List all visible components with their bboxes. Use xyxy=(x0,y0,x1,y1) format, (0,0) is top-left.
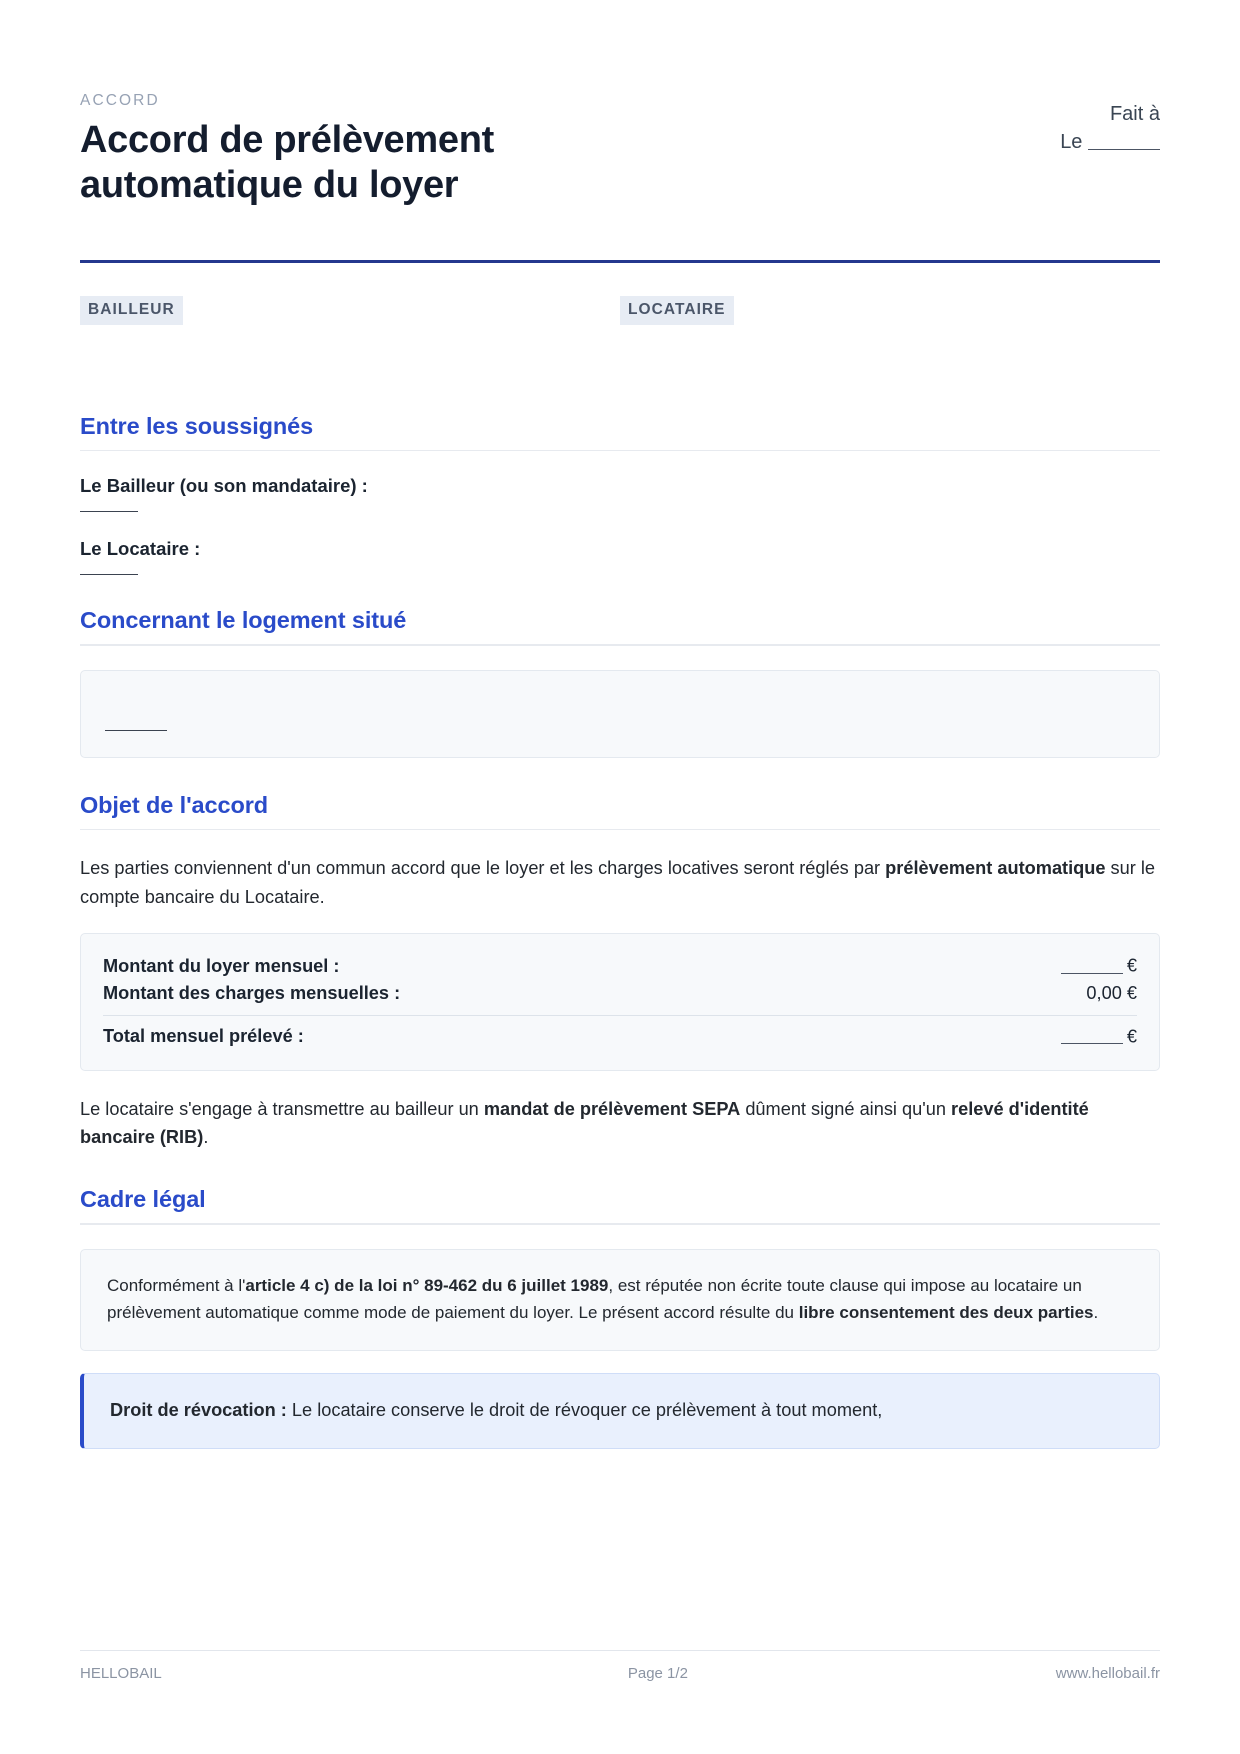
purpose-intro-part1: Les parties conviennent d'un commun accord que le loyer et les charges locatives seront réglés par xyxy=(80,858,886,879)
section-signatories xyxy=(80,413,1160,576)
fait-a-label: Fait à xyxy=(1109,103,1160,125)
header-date-block xyxy=(1060,92,1160,157)
section-rule xyxy=(80,1223,1160,1225)
field-locataire-value[interactable] xyxy=(80,574,138,575)
field-bailleur-value[interactable] xyxy=(80,511,138,512)
purpose-intro-bold: prélèvement automatique xyxy=(885,858,1106,879)
footer-website: www.hellobail.fr xyxy=(1055,1665,1160,1682)
revocation-bold-label: Droit de révocation : xyxy=(110,1399,287,1420)
purpose-commitment-paragraph xyxy=(80,1095,1160,1152)
section-title-purpose: Objet de l'accord xyxy=(80,791,269,818)
footer-brand: HELLOBAIL xyxy=(80,1665,162,1682)
amount-row-rent xyxy=(103,952,1137,979)
amounts-separator xyxy=(103,1015,1137,1016)
header-left xyxy=(80,92,700,208)
page-footer xyxy=(80,1650,1160,1683)
amounts-box xyxy=(80,933,1160,1071)
amount-blank-total[interactable] xyxy=(1061,1026,1123,1044)
locataire-column xyxy=(620,296,1160,325)
amount-blank-rent[interactable] xyxy=(1061,955,1123,973)
date-line xyxy=(1060,128,1160,156)
amount-currency-total: € xyxy=(1126,1025,1137,1046)
commitment-part2: dûment signé ainsi qu'un xyxy=(740,1098,952,1119)
section-housing xyxy=(80,607,1160,758)
amount-number-charges: 0,00 xyxy=(1086,982,1122,1003)
section-title-legal: Cadre légal xyxy=(80,1186,206,1213)
commitment-part3: . xyxy=(203,1127,209,1148)
le-label: Le xyxy=(1060,131,1083,154)
legal-notice-part3: . xyxy=(1093,1302,1099,1322)
housing-address-box[interactable] xyxy=(80,670,1160,758)
section-title-housing: Concernant le logement situé xyxy=(80,607,407,634)
page-title: Accord de prélèvement automatique du loyer xyxy=(80,119,494,206)
amount-value-rent[interactable] xyxy=(1061,955,1137,976)
revocation-paragraph xyxy=(110,1396,1133,1425)
party-badges xyxy=(80,296,1160,325)
document-header xyxy=(80,92,1160,208)
badge-bailleur: BAILLEUR xyxy=(80,296,183,325)
amount-label-total: Total mensuel prélevé : xyxy=(103,1025,304,1046)
footer-row xyxy=(80,1665,1160,1682)
amount-label-charges: Montant des charges mensuelles : xyxy=(103,982,401,1003)
revocation-text: Le locataire conserve le droit de révoquer ce prélèvement à tout moment, xyxy=(286,1399,883,1420)
legal-notice-box xyxy=(80,1249,1160,1351)
legal-notice-part2: , est réputée non écrite toute clause qui impose au locataire un prélèvement automatique comme mode de paiement du loyer. Le présent accord résulte du xyxy=(107,1275,1082,1322)
label-locataire: Le Locataire : xyxy=(80,538,201,560)
legal-notice-bold2: libre consentement des deux parties xyxy=(798,1302,1094,1322)
section-legal xyxy=(80,1186,1160,1449)
amount-row-total xyxy=(103,1023,1137,1050)
section-rule xyxy=(80,644,1160,646)
amount-label-rent: Montant du loyer mensuel : xyxy=(103,955,340,976)
legal-notice-bold1: article 4 c) de la loi n° 89-462 du 6 juillet 1989 xyxy=(245,1275,609,1295)
amount-value-total[interactable] xyxy=(1061,1026,1137,1047)
document-eyebrow: ACCORD xyxy=(80,92,160,109)
label-bailleur: Le Bailleur (ou son mandataire) : xyxy=(80,475,368,497)
purpose-intro-paragraph xyxy=(80,854,1160,911)
revocation-callout-box xyxy=(80,1373,1160,1450)
purpose-intro-part2: sur le compte bancaire du Locataire. xyxy=(80,858,1156,907)
amount-currency-charges: € xyxy=(1126,982,1137,1003)
badge-locataire: LOCATAIRE xyxy=(620,296,734,325)
commitment-bold1: mandat de prélèvement SEPA xyxy=(483,1098,741,1119)
footer-divider xyxy=(80,1650,1160,1652)
section-rule xyxy=(80,829,1160,831)
legal-notice-part1: Conformément à l' xyxy=(107,1275,246,1295)
date-blank-field[interactable] xyxy=(1088,130,1160,150)
bailleur-column xyxy=(80,296,620,325)
section-purpose xyxy=(80,792,1160,1152)
amount-row-charges xyxy=(103,980,1137,1007)
commitment-bold2: relevé d'identité bancaire (RIB) xyxy=(80,1098,1089,1148)
header-divider xyxy=(80,260,1160,263)
section-rule xyxy=(80,450,1160,452)
amount-value-charges xyxy=(1086,983,1137,1004)
section-title-signatories: Entre les soussignés xyxy=(80,412,314,439)
amount-currency-rent: € xyxy=(1126,955,1137,976)
footer-page-number: Page 1/2 xyxy=(627,1665,688,1682)
field-address-value[interactable] xyxy=(105,730,167,731)
commitment-part1: Le locataire s'engage à transmettre au bailleur un xyxy=(80,1098,484,1119)
legal-notice-paragraph xyxy=(107,1272,1133,1326)
